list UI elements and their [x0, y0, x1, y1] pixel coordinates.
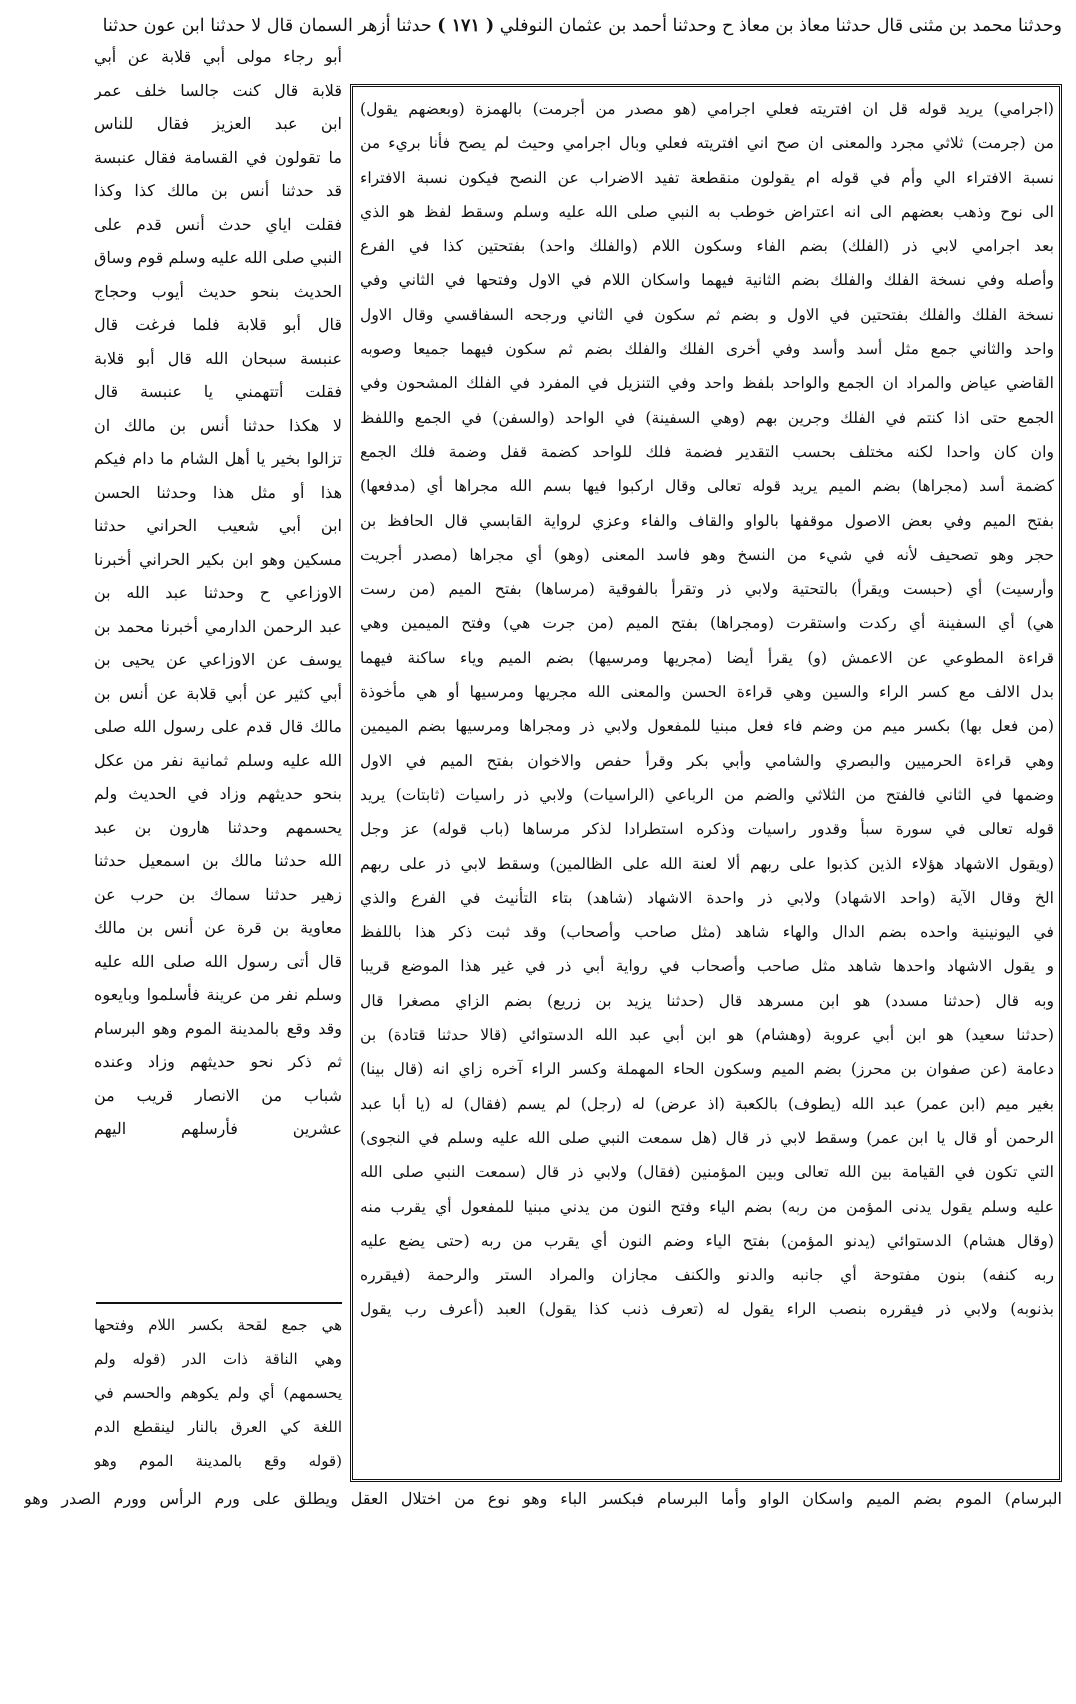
- hadith-line: يحسمهم وحدثنا هارون بن عبد: [94, 817, 342, 837]
- commentary-line: نسبة الافتراء الي وأم في قوله ام يقولون منقطعة تفيد الاضراب عن النصح فيكون نسبة الافتراء: [360, 168, 1054, 187]
- header-text-right: وحدثنا محمد بن مثنى قال حدثنا معاذ بن معاذ ح: [722, 16, 1062, 36]
- commentary-line: بغير ميم (ابن عمر) عبد الله (يطوف) بالكعبة (اذ عرض) له (رجل) لم يسم (فقال) له (يا أبا عبد: [360, 1094, 1054, 1113]
- commentary-line: الجمع حتى اذا كنتم في الفلك وجرين بهم (وهي السفينة) في الواحد (والسفن) في الجمع واللفظ: [360, 408, 1054, 427]
- hadith-line: بنحو حديثهم وزاد في الحديث ولم: [94, 784, 342, 803]
- footnote-line: وهي الناقة ذات الدر (قوله ولم: [94, 1350, 342, 1368]
- commentary-line: وضمها في الثاني فالفتح من الثلاثي والضم من الرباعي (الراسيات) ولابي ذر راسيات (ثابتات) يريد: [360, 785, 1054, 804]
- commentary-line: القاضي عياض والمراد ان الجمع والواحد بلفظ واحد وفي التنزيل في المفرد في الفلك المشحون وفي: [360, 374, 1054, 393]
- header-text-left: حدثنا أزهر السمان قال لا حدثنا ابن عون حدثنا: [102, 16, 432, 36]
- bottom-line: البرسام) الموم بضم الميم واسكان الواو وأما البرسام فبكسر الباء وهو نوع من اختلال العقل ويطلق على ورم الرأس وورم الصدر وهو: [24, 1489, 1062, 1508]
- commentary-line: (اجرامي) يريد قوله قل ان افتريته فعلي اجرامي (هو مصدر من أجرمت) بالهمزة (وبعضهم يقول): [360, 100, 1054, 118]
- commentary-line: هي) أي السفينة أي ركدت واستقرت (ومجراها) بفتح الميم (من جرت هي) وفتح الميمين وهي: [360, 614, 1054, 633]
- hadith-line: أبو رجاء مولى أبي قلابة عن أبي: [94, 47, 342, 66]
- hadith-line: الله حدثنا مالك بن اسمعيل حدثنا: [94, 851, 342, 870]
- hadith-line: قال أتى رسول الله صلى الله عليه: [94, 951, 342, 971]
- commentary-line: بدل الالف مع كسر الراء والسين وهي قراءة الحسن والمعنى الله مجريها ومرسيها أو هي مأخوذة: [360, 683, 1054, 702]
- header-text-mid: وحدثنا أحمد بن عثمان النوفلي: [499, 16, 717, 36]
- footnote-line: (قوله وقع بالمدينة الموم وهو: [94, 1452, 342, 1470]
- hadith-line: مسكين وهو ابن بكير الحراني أخبرنا: [94, 549, 342, 569]
- hadith-line: وقد وقع بالمدينة الموم وهو البرسام: [94, 1018, 342, 1038]
- commentary-line: ربه كنفه) بنون مفتوحة أي جانبه والدنو والكنف مجازان والمراد الستر والرحمة (فيقرره: [360, 1266, 1054, 1285]
- hadith-line: فقلت اياي حدث أنس قدم على: [94, 214, 342, 234]
- hadith-line: ابن أبي شعيب الحراني حدثنا: [94, 516, 342, 535]
- hadith-line: يوسف عن الاوزاعي عن يحيى بن: [94, 650, 342, 669]
- commentary-line: وان كان واحدا لكنه مختلف بحسب التقدير فضمة فلك للواحد كضمة قفل وضمة فلك الجمع: [360, 442, 1054, 461]
- hadith-line: الحديث بنحو حديث أيوب وحجاج: [94, 281, 342, 301]
- commentary-line: و يقول الاشهاد واحدها شاهد مثل صاحب وأصحاب في رواية أبي ذر في غير هذا الموضع قريبا: [360, 957, 1054, 976]
- commentary-line: وهي قراءة الحرميين والبصري والشامي وأبي بكر وقرأ حفص والاخوان بفتح الميم في الاول: [360, 751, 1054, 770]
- commentary-line: (من فعل بها) بكسر ميم من وضم فاء فعل مبنيا للمفعول ولابي ذر ومجراها ومرسيها بضم الميمين: [360, 717, 1054, 736]
- commentary-line: وأصله وفي نسخة الفلك والفلك بضم الثانية فيهما واسكان اللام في الاول وفتحها في الثاني وفي: [360, 271, 1054, 290]
- hadith-line: زهير حدثنا سماك بن حرب عن: [94, 884, 342, 904]
- footnote-column: [94, 1308, 342, 1480]
- commentary-line: دعامة (عن صفوان بن محرز) بضم الميم وسكون الحاء المهملة وكسر الراء آخره زاي انه (قال بينا): [360, 1060, 1054, 1079]
- commentary-line: (حدثنا سعيد) هو ابن أبي عروبة (وهشام) هو ابن أبي عبد الله الدستوائي (قالا حدثنا قتادة) بن: [360, 1026, 1054, 1045]
- commentary-line: من (جرمت) ثلاثي مجرد والمعنى ان صح اني افتريته فعلي وبال اجرامي وحيث لم يصح فأنا بريء من: [360, 134, 1054, 153]
- commentary-line: وبه قال (حدثنا مسدد) هو ابن مسرهد قال (حدثنا يزيد بن زريع) بضم الزاي مصغرا قال: [360, 991, 1054, 1010]
- footnote-line: هي جمع لقحة بكسر اللام وفتحها: [94, 1316, 342, 1334]
- hadith-line: الاوزاعي ح وحدثنا عبد الله بن: [94, 583, 342, 602]
- hadith-line: ابن عبد العزيز فقال للناس: [94, 114, 342, 133]
- hadith-line: لا هكذا حدثنا أنس بن مالك ان: [94, 415, 342, 435]
- hadith-line: مالك قال قدم على رسول الله صلى: [94, 717, 342, 736]
- commentary-line: الى نوح وذهب بعضهم الى انه اعتراض خوطب به النبي صلى الله عليه وسلم وسقط لفظ هو الذي: [360, 202, 1054, 221]
- commentary-line: قوله تعالى في سورة سبأ وقدور راسيات وذكره استطرادا لذكر مرساها (باب قوله) عز وجل: [360, 820, 1054, 839]
- footnote-line: يحسمهم) أي ولم يكوهم والحسم في: [94, 1384, 342, 1402]
- hadith-line: النبي صلى الله عليه وسلم قوم وساق: [94, 248, 342, 267]
- commentary-text: [360, 92, 1054, 1472]
- hadith-line: تزالوا بخير يا أهل الشام ما دام فيكم: [94, 449, 342, 468]
- hadith-line: هذا أو مثل هذا وحدثنا الحسن: [94, 482, 342, 502]
- commentary-line: بعد اجرامي لابي ذر (الفلك) بضم الفاء وسكون اللام (والفلك واحد) بفتحتين كذا في الفرع: [360, 237, 1054, 256]
- commentary-line: نسخة الفلك والفلك بفتحتين في الاول و بضم ثم سكون في الثاني ورجحه السفاقسي وقال الاول: [360, 305, 1054, 324]
- commentary-line: الرحمن أو قال يا ابن عمر) وسقط لابي ذر قال (هل سمعت النبي صلى الله عليه وسلم في النجوى): [360, 1128, 1054, 1147]
- hadith-line: ثم ذكر نحو حديثهم وزاد وعنده: [94, 1052, 342, 1071]
- hadith-line: فقلت أتتهمني يا عنبسة قال: [94, 382, 342, 401]
- hadith-line: عبد الرحمن الدارمي أخبرنا محمد بن: [94, 616, 342, 636]
- footnote-divider: [96, 1302, 342, 1304]
- hadith-line: قلابة قال كنت جالسا خلف عمر: [94, 80, 342, 100]
- commentary-line: (وقال هشام) الدستوائي (يدنو المؤمن) بفتح الياء وضم النون أي يقرب من ربه (حتى يضع عليه: [360, 1231, 1054, 1250]
- commentary-line: في اليونينية واحده بضم الدال والهاء شاهد (مثل صاحب وأصحاب) وقد ثبت ذكر هذا باللفظ: [360, 923, 1054, 942]
- hadith-line: قد حدثنا أنس بن مالك كذا وكذا: [94, 181, 342, 200]
- commentary-line: قراءة المطوعي عن الاعمش (و) يقرأ أيضا (مجريها ومرسيها) بضم الميم وياء ساكنة فيهما: [360, 648, 1054, 667]
- commentary-line: حجر وهو تصحيف لأنه في شيء من النسخ وهو فاسد المعنى (وهو) أي مجراها (مصدر أجريت: [360, 545, 1054, 564]
- hadith-line: أبي كثير عن أبي قلابة عن أنس بن: [94, 683, 342, 703]
- commentary-line: بفتح الميم وفي بعض الاصول موقفها بالواو والقاف والفاء وعزي لرواية القابسي قال الحافظ بن: [360, 511, 1054, 530]
- hadith-line: ما تقولون في القسامة فقال عنبسة: [94, 147, 342, 167]
- hadith-line: شباب من الانصار قريب من: [94, 1085, 342, 1105]
- commentary-line: بذنوبه) ولابي ذر فيقرره بنصب الراء يقول له (تعرف ذنب كذا يقول) العبد (أعرف رب يقول: [360, 1300, 1054, 1319]
- commentary-line: كضمة أسد (مجراها) بضم الميم يريد قوله تعالى وقال اركبوا فيها بسم الله مجراها أي (مدفعها): [360, 477, 1054, 496]
- page-number: ( ١٧١ ): [437, 16, 495, 36]
- commentary-line: عليه وسلم يقول يدنى المؤمن من ربه) بضم الياء وفتح النون من يدني مبنيا للمفعول أي يقرب منه: [360, 1197, 1054, 1216]
- hadith-line: الله عليه وسلم ثمانية نفر من عكل: [94, 750, 342, 770]
- commentary-line: واحد والثاني جمع مثل أسد وأسد وفي أخرى الفلك والفلك بضم ثم سكون فيهما جميعا وصوبه: [360, 340, 1054, 359]
- commentary-line: (ويقول الاشهاد هؤلاء الذين كذبوا على ربهم ألا لعنة الله على الظالمين) وسقط لابي ذر على ربهم: [360, 854, 1054, 873]
- hadith-line: عشرين فأرسلهم اليهم: [94, 1119, 342, 1138]
- footnote-line: اللغة كي العرق بالنار لينقطع الدم: [94, 1418, 342, 1436]
- hadith-line: معاوية بن قرة عن أنس بن مالك: [94, 918, 342, 937]
- commentary-line: الخ وقال الآية (واحد الاشهاد) ولابي ذر واحدة الاشهاد (شاهد) بتاء التأنيث في الفرع والذي: [360, 888, 1054, 907]
- commentary-line: وأرسيت) أي (حبست ويقرأ) بالتحتية ولابي ذر وتقرأ بالفوقية (مرساها) بفتح الميم (من رست: [360, 580, 1054, 599]
- commentary-line: التي تكون في القيامة بين الله تعالى وبين المؤمنين (فقال) ولابي ذر قال (سمعت النبي صلى الله: [360, 1163, 1054, 1182]
- bottom-continuation: [24, 1484, 1062, 1544]
- hadith-line: وسلم نفر من عرينة فأسلموا وبايعوه: [94, 985, 342, 1004]
- hadith-line: عنبسة سبحان الله قال أبو قلابة: [94, 348, 342, 368]
- hadith-line: قال أبو قلابة فلما فرغت قال: [94, 315, 342, 334]
